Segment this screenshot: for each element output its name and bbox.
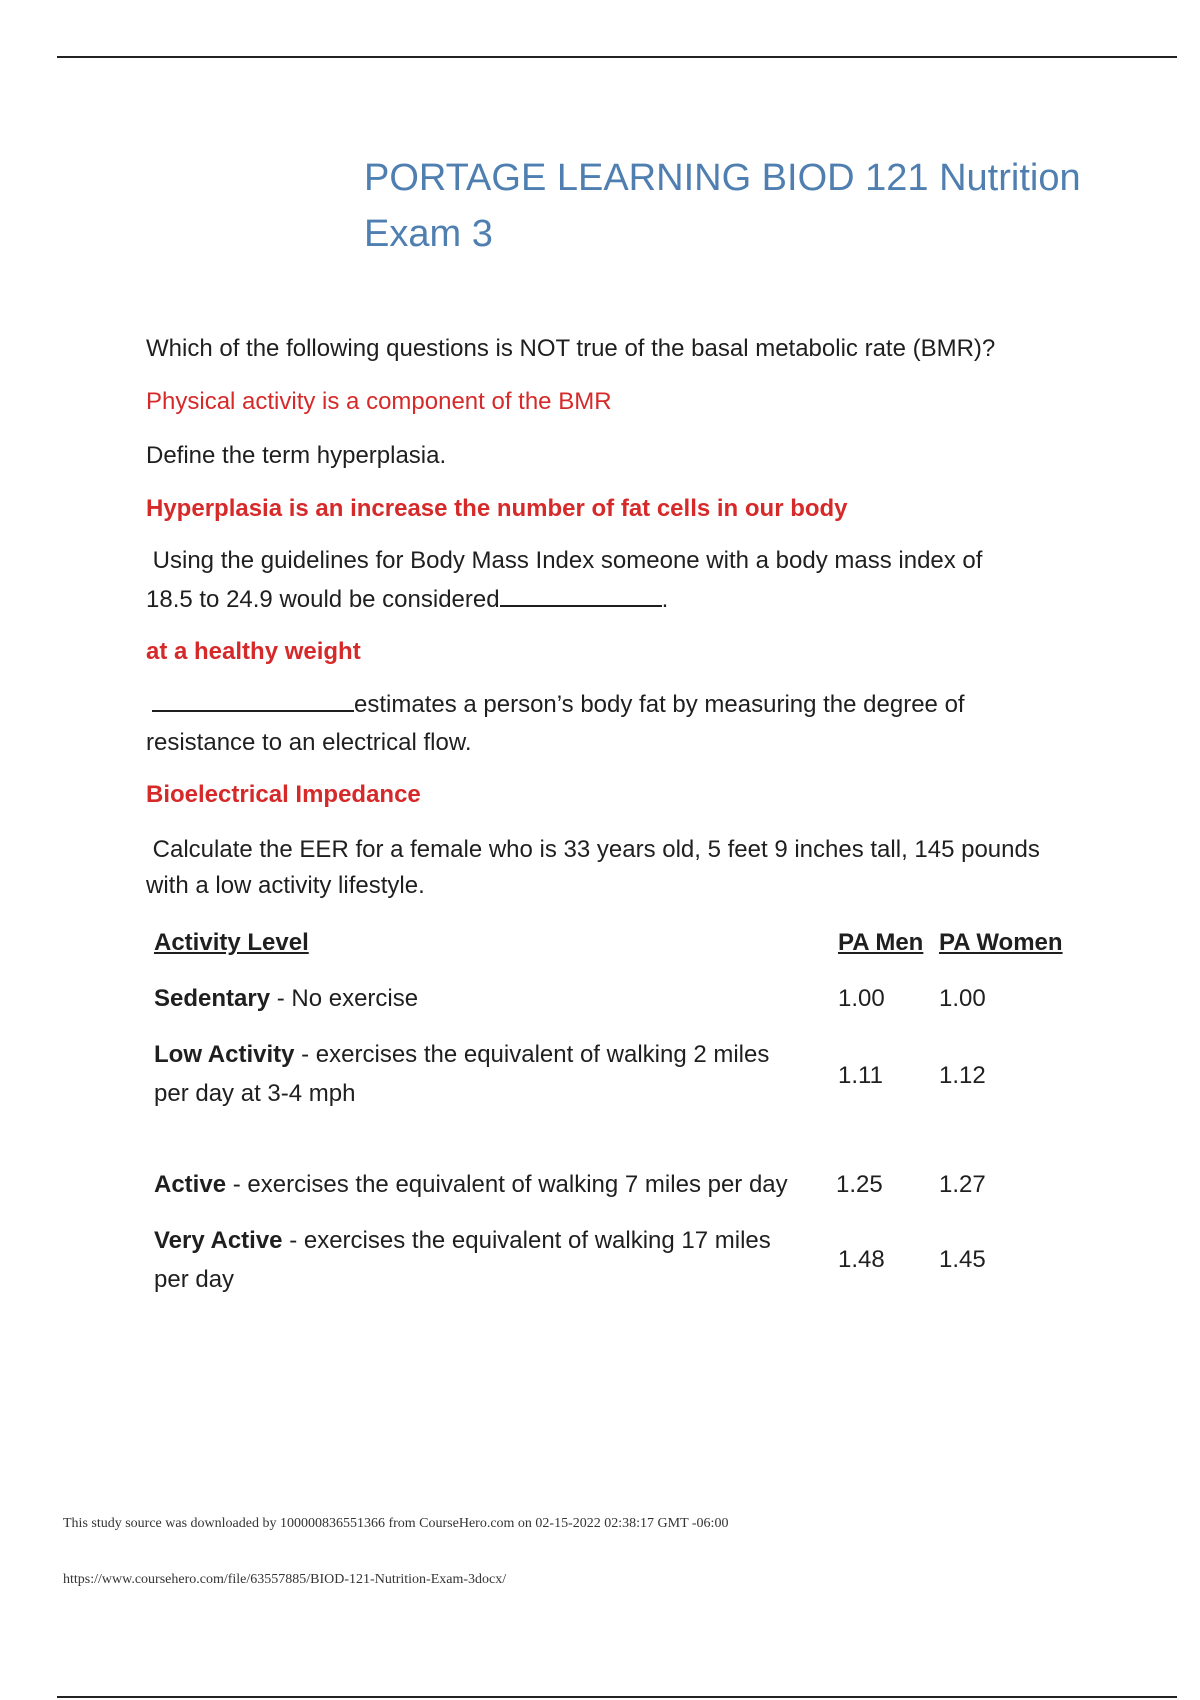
activity-level-name: Active [154,1171,227,1198]
answer-bmr: Physical activity is a component of the BMR [146,388,612,415]
answer-hyperplasia: Hyperplasia is an increase the number of fat cells in our body [146,495,848,522]
source-url[interactable]: https://www.coursehero.com/file/63557885/BIOD-121-Nutrition-Exam-3docx/ [63,1572,507,1587]
question-hyperplasia: Define the term hyperplasia. [146,442,447,469]
question-bmr: Which of the following questions is NOT true of the basal metabolic rate (BMR)? [146,335,996,362]
question-bmi-prefix: 18.5 to 24.9 would be considered [146,586,500,613]
fill-in-blank [500,581,662,607]
activity-level-name: Sedentary [154,985,271,1012]
pa-men-value: 1.25 [836,1171,883,1198]
question-eer-line-1: Calculate the EER for a female who is 33 years old, 5 feet 9 inches tall, 145 pounds [146,836,1040,863]
activity-level-desc-line-2: per day [154,1266,235,1293]
activity-level-desc: - exercises the equivalent of walking 7 miles per day [226,1171,788,1198]
pa-women-value: 1.12 [939,1062,986,1089]
activity-level-desc-line-2: per day at 3-4 mph [154,1080,356,1107]
pa-women-value: 1.27 [939,1171,986,1198]
answer-bmi: at a healthy weight [146,638,361,665]
activity-level-desc: - exercises the equivalent of walking 2 miles [294,1041,770,1068]
top-rule [57,56,1177,58]
question-body-fat-text: estimates a person’s body fat by measuring the degree of [354,691,965,718]
activity-level-name: Low Activity [154,1041,295,1068]
title-line-1: PORTAGE LEARNING BIOD 121 Nutrition [364,157,1081,199]
table-row-very-active [154,1222,771,1259]
activity-level-desc: - No exercise [270,985,419,1012]
question-bmi-line-2 [146,581,668,618]
pa-men-value: 1.48 [838,1246,885,1273]
question-eer-line-2: with a low activity lifestyle. [146,872,425,899]
activity-level-desc: - exercises the equivalent of walking 17 miles [282,1227,771,1254]
activity-level-name: Very Active [154,1227,283,1254]
question-body-fat-line-1 [146,686,965,723]
fill-in-blank [152,686,354,712]
table-row-sedentary [154,980,418,1017]
bottom-rule [57,1696,1177,1698]
answer-body-fat: Bioelectrical Impedance [146,781,421,808]
table-header-pa-men: PA Men [838,929,924,956]
pa-men-value: 1.00 [838,985,885,1012]
table-header-pa-women: PA Women [939,929,1063,956]
document-title [364,150,1124,262]
question-bmi-suffix: . [661,586,669,613]
table-row-low-activity [154,1036,769,1073]
table-header-activity-level: Activity Level [154,929,309,956]
title-line-2: Exam 3 [364,213,493,255]
table-row-active [154,1166,788,1203]
question-body-fat-line-2: resistance to an electrical flow. [146,729,472,756]
pa-men-value: 1.11 [838,1062,883,1089]
source-note: This study source was downloaded by 100000836551366 from CourseHero.com on 02-15-2022 02:38:17 GMT -06:00 [63,1516,729,1531]
pa-women-value: 1.45 [939,1246,986,1273]
pa-women-value: 1.00 [939,985,986,1012]
question-bmi-line-1: Using the guidelines for Body Mass Index someone with a body mass index of [146,547,983,574]
